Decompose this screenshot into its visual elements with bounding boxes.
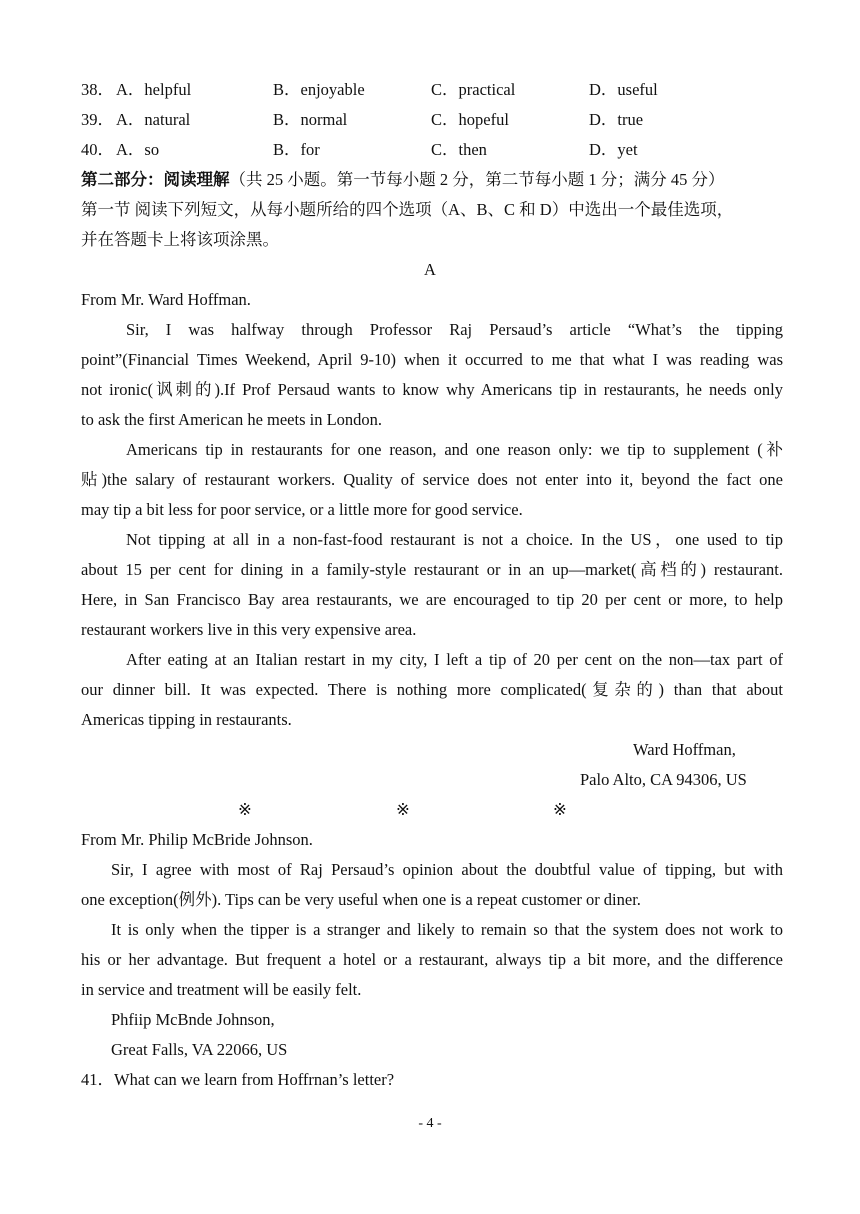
letter1-line: Not tipping at all in a non-fast-food restaurant is not a choice. In the US，one used to tip <box>126 530 783 549</box>
letter2-line: Sir, I agree with most of Raj Persaud’s opinion about the doubtful value of tipping, but with <box>111 860 783 879</box>
letter2-line: It is only when the tipper is a stranger and likely to remain so that the system does not work to <box>111 920 783 939</box>
letter1-line: may tip a bit less for poor service, or a little more for good service. <box>81 500 523 519</box>
letter1-line: point”(Financial Times Weekend, April 9-10) when it occurred to me that what I was reading was <box>81 350 783 369</box>
option-b: B．normal <box>273 110 348 129</box>
question-number: 39． <box>81 110 114 129</box>
section-instruction: 第一节 阅读下列短文，从每小题所给的四个选项（A、B、C 和 D）中选出一个最佳选项， <box>81 200 734 219</box>
letter1-line: Here, in San Francisco Bay area restaurants, we are encouraged to tip 20 per cent or more, to help <box>81 590 783 609</box>
option-a: A．so <box>116 140 160 159</box>
letter1-line: Americans tip in restaurants for one reason, and one reason only: we tip to supplement (补 <box>126 440 783 459</box>
letter1-line: about 15 per cent for dining in a family-style restaurant or in an up—market(高档的) restaurant. <box>81 560 783 579</box>
option-c: C．then <box>431 140 487 159</box>
question-number: 40． <box>81 140 114 159</box>
letter1-signature-name: Ward Hoffman, <box>633 740 736 759</box>
passage-label: A <box>424 260 436 279</box>
letter1-line: restaurant workers live in this very expensive area. <box>81 620 417 639</box>
section-instruction-cont: 并在答题卡上将该项涂黑。 <box>81 230 279 249</box>
question-41: 41．What can we learn from Hoffrnan’s letter? <box>81 1070 395 1089</box>
letter1-line: 贴)the salary of restaurant workers. Quality of service does not enter into it, beyond the fact one <box>81 470 783 489</box>
letter1-line: to ask the first American he meets in London. <box>81 410 383 429</box>
option-a: A．natural <box>116 110 191 129</box>
option-c: C．practical <box>431 80 516 99</box>
separator-mark: ※ <box>396 800 410 819</box>
letter1-line: not ironic(讽刺的).If Prof Persaud wants to know why Americans tip in restaurants, he needs only <box>81 380 783 399</box>
letter2-line: one exception(例外). Tips can be very useful when one is a repeat customer or diner. <box>81 890 641 909</box>
letter2-line: his or her advantage. But frequent a hotel or a restaurant, always tip a bit more, and the difference <box>81 950 783 969</box>
option-a: A．helpful <box>116 80 192 99</box>
letter2-from: From Mr. Philip McBride Johnson. <box>81 830 313 849</box>
section-heading-bold: 第二部分：阅读理解 <box>81 170 230 189</box>
letter2-line: in service and treatment will be easily felt. <box>81 980 362 999</box>
page-number: - 4 - <box>418 1116 442 1131</box>
option-d: D．useful <box>589 80 658 99</box>
letter2-signature-name: Phfiip McBnde Johnson, <box>111 1010 275 1029</box>
letter1-line: After eating at an Italian restart in my city, I left a tip of 20 per cent on the non—tax part of <box>126 650 783 669</box>
section-heading-detail: （共 25 小题。第一节每小题 2 分，第二节每小题 1 分；满分 45 分） <box>229 170 725 189</box>
letter1-line: Americas tipping in restaurants. <box>81 710 292 729</box>
question-number: 38． <box>81 80 114 99</box>
letter1-from: From Mr. Ward Hoffman. <box>81 290 251 309</box>
letter1-signature-place: Palo Alto, CA 94306, US <box>580 770 747 789</box>
option-b: B．for <box>273 140 320 159</box>
letter2-signature-place: Great Falls, VA 22066, US <box>111 1040 288 1059</box>
letter1-line: our dinner bill. It was expected. There is nothing more complicated(复杂的) than that about <box>81 680 783 699</box>
separator-mark: ※ <box>553 800 567 819</box>
option-d: D．yet <box>589 140 638 159</box>
section-heading <box>81 170 725 190</box>
option-b: B．enjoyable <box>273 80 365 99</box>
separator-mark: ※ <box>238 800 252 819</box>
option-c: C．hopeful <box>431 110 509 129</box>
letter1-line: Sir, I was halfway through Professor Raj Persaud’s article “What’s the tipping <box>126 320 783 339</box>
option-d: D．true <box>589 110 644 129</box>
